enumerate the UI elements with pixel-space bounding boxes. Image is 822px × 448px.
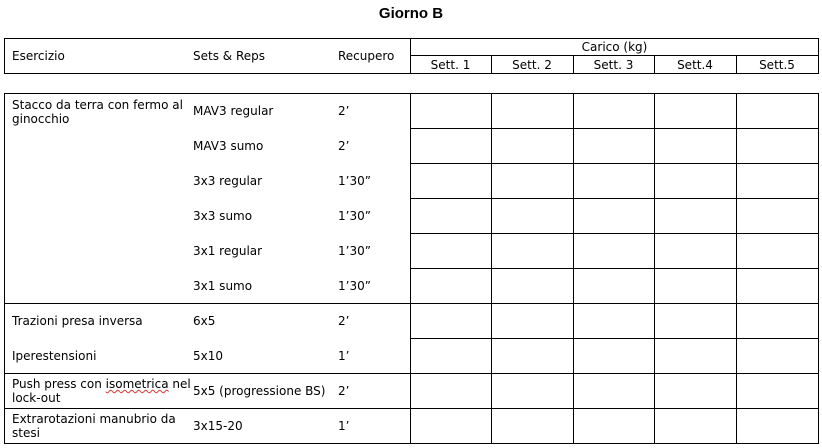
exercise-name-part: Push press con [12,377,106,391]
spellcheck-flagged-word: isometrica [105,377,169,391]
header-esercizio: Esercizio [12,49,65,63]
table-border-right [818,93,819,444]
header-sets-reps: Sets & Reps [193,49,265,63]
sets-reps-cell: 6x5 [193,314,216,328]
sets-reps-cell: 3x15-20 [193,419,243,433]
page-title: Giorno B [378,5,444,22]
rest-cell: 1’ [338,349,350,363]
group-line [4,373,819,374]
grid-line-row [410,128,819,129]
carico-left-line [410,93,411,444]
group-line [4,303,819,304]
header-week-1: Sett. 1 [430,58,471,72]
table-border-left [4,93,5,444]
grid-line-row [410,338,819,339]
exercise-name: Stacco da terra con fermo al [12,98,183,112]
body-top-line [4,93,819,94]
carico-header-divider [410,55,819,56]
exercise-name-part: nel [168,377,191,391]
table-border-left [4,38,5,74]
group-line [4,408,819,409]
exercise-name: Iperestensioni [12,349,97,363]
grid-line-row [410,233,819,234]
sets-reps-cell: 3x1 sumo [193,279,253,293]
rest-cell: 2’ [338,384,350,398]
sets-reps-cell: MAV3 sumo [193,139,264,153]
rest-cell: 2’ [338,139,350,153]
exercise-name: Extrarotazioni manubrio da [12,412,176,426]
header-week-4: Sett.4 [677,58,713,72]
rest-cell: 2’ [338,314,350,328]
header-bottom-line [4,73,819,74]
exercise-name: Trazioni presa inversa [12,314,143,328]
sets-reps-cell: MAV3 regular [193,104,274,118]
table-border-bottom [4,443,819,444]
grid-line-row [410,268,819,269]
exercise-name-cont: lock-out [12,391,61,405]
sets-reps-cell: 3x3 regular [193,174,263,188]
rest-cell: 1’30” [338,209,371,223]
sets-reps-cell: 5x10 [193,349,224,363]
header-week-3: Sett. 3 [593,58,634,72]
header-week-5: Sett.5 [759,58,795,72]
week-divider [491,93,492,444]
header-recupero: Recupero [338,49,395,63]
exercise-name [12,377,191,391]
grid-line-row [410,198,819,199]
table-border-top [4,38,819,39]
week-divider [573,93,574,444]
week-divider [654,93,655,444]
workout-table [4,38,819,444]
exercise-name-cont: ginocchio [12,112,70,126]
sets-reps-cell: 5x5 (progressione BS) [193,384,326,398]
grid-line-row [410,163,819,164]
rest-cell: 1’ [338,419,350,433]
rest-cell: 2’ [338,104,350,118]
header-week-2: Sett. 2 [512,58,552,72]
rest-cell: 1’30” [338,174,371,188]
rest-cell: 1’30” [338,244,371,258]
week-divider [736,93,737,444]
sets-reps-cell: 3x3 sumo [193,209,253,223]
rest-cell: 1’30” [338,279,371,293]
header-carico: Carico (kg) [581,40,648,54]
exercise-name-cont: stesi [12,426,40,440]
sets-reps-cell: 3x1 regular [193,244,263,258]
